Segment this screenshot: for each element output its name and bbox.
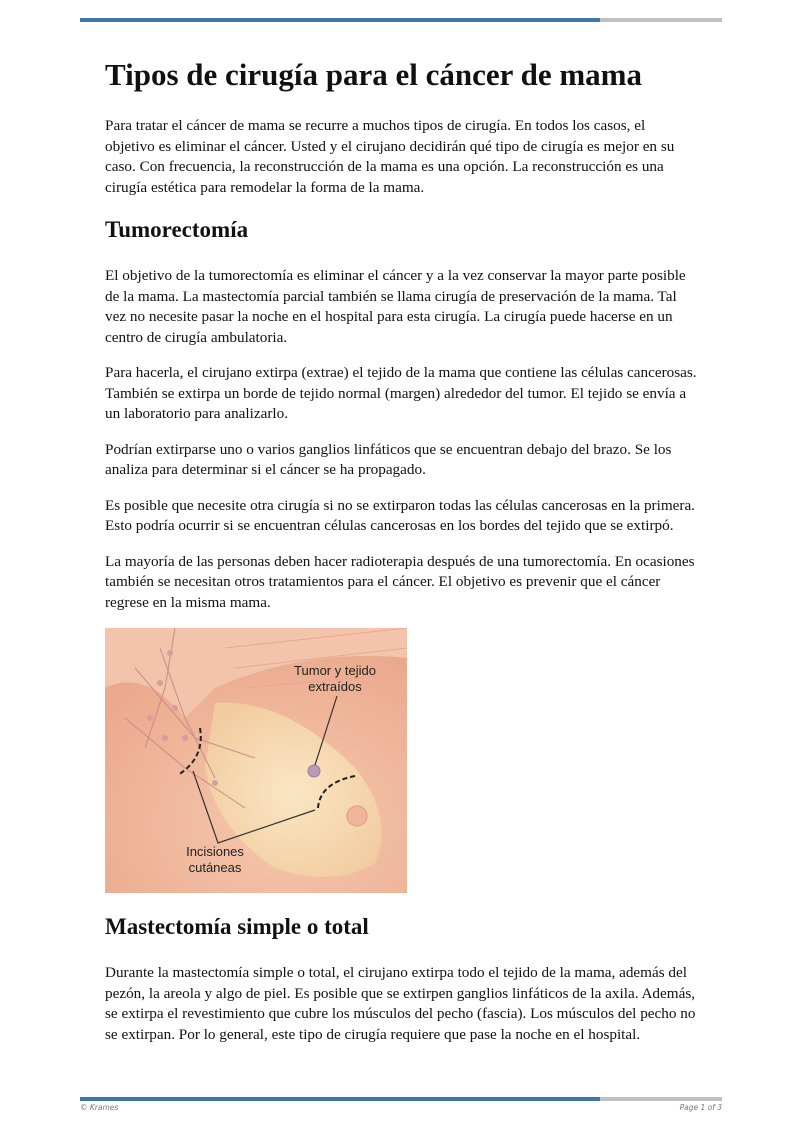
label-incisions-2: cutáneas xyxy=(188,860,242,875)
paragraph: Podrían extirparse uno o varios ganglios linfáticos que se encuentran debajo del brazo. Se los analiza para determinar si el cáncer se ha propagado. xyxy=(105,440,672,478)
label-tumor-2: extraídos xyxy=(308,679,362,694)
paragraph: La mayoría de las personas deben hacer radioterapia después de una tumorectomía. En ocasiones también se necesitan otros tratamientos para el cáncer. El objetivo es prevenir que el cáncer regrese en la misma mama. xyxy=(105,552,695,611)
paragraph: El objetivo de la tumorectomía es eliminar el cáncer y a la vez conservar la mayor parte posible de la mama. La mastectomía parcial también se llama cirugía de preservación de la mama. Tal vez no necesite pasar la noche en el hospital para esta cirugía. La cirugía puede hacerse en un centro de cirugía ambulatoria. xyxy=(105,267,686,346)
section-heading-tumorectomia: Tumorectomía xyxy=(105,217,249,242)
paragraph: Es posible que necesite otra cirugía si no se extirparon todas las células cancerosas en la primera. Esto podría ocurrir si se encuentran células cancerosas en los bordes del tejido que se extirpó. xyxy=(105,496,695,534)
header-bar xyxy=(80,18,722,22)
page-title: Tipos de cirugía para el cáncer de mama xyxy=(105,57,643,92)
tumor-mark xyxy=(308,765,320,777)
label-tumor: Tumor y tejido xyxy=(294,663,376,678)
document-body xyxy=(105,56,697,1060)
lumpectomy-illustration xyxy=(105,628,407,893)
footer-copyright: © Krames xyxy=(80,1103,119,1112)
footer-page-number: Page 1 of 3 xyxy=(679,1103,722,1112)
label-incisions: Incisiones xyxy=(186,844,244,859)
paragraph: Para hacerla, el cirujano extirpa (extrae) el tejido de la mama que contiene las células cancerosas. También se extirpa un borde de tejido normal (margen) alrededor del tumor. El tejido se envía a un laboratorio para analizarlo. xyxy=(105,364,697,422)
footer-bar xyxy=(80,1097,722,1101)
intro-paragraph: Para tratar el cáncer de mama se recurre a muchos tipos de cirugía. En todos los casos, el objetivo es eliminar el cáncer. Usted y el cirujano decidirán qué tipo de cirugía es mejor en su caso. Con frecuencia, la reconstrucción de la mama es una opción. La reconstrucción es una cirugía estética para remodelar la forma de la mama. xyxy=(105,117,675,196)
section-heading-mastectomia: Mastectomía simple o total xyxy=(105,914,369,939)
paragraph: Durante la mastectomía simple o total, el cirujano extirpa todo el tejido de la mama, además del pezón, la areola y algo de piel. Es posible que se extirpen ganglios linfáticos de la axila. Además, se extirpa el revestimiento que cubre los músculos del pecho (fascia). Los músculos del pecho no se extirpan. Por lo general, este tipo de cirugía requiere que pase la noche en el hospital. xyxy=(105,964,696,1043)
